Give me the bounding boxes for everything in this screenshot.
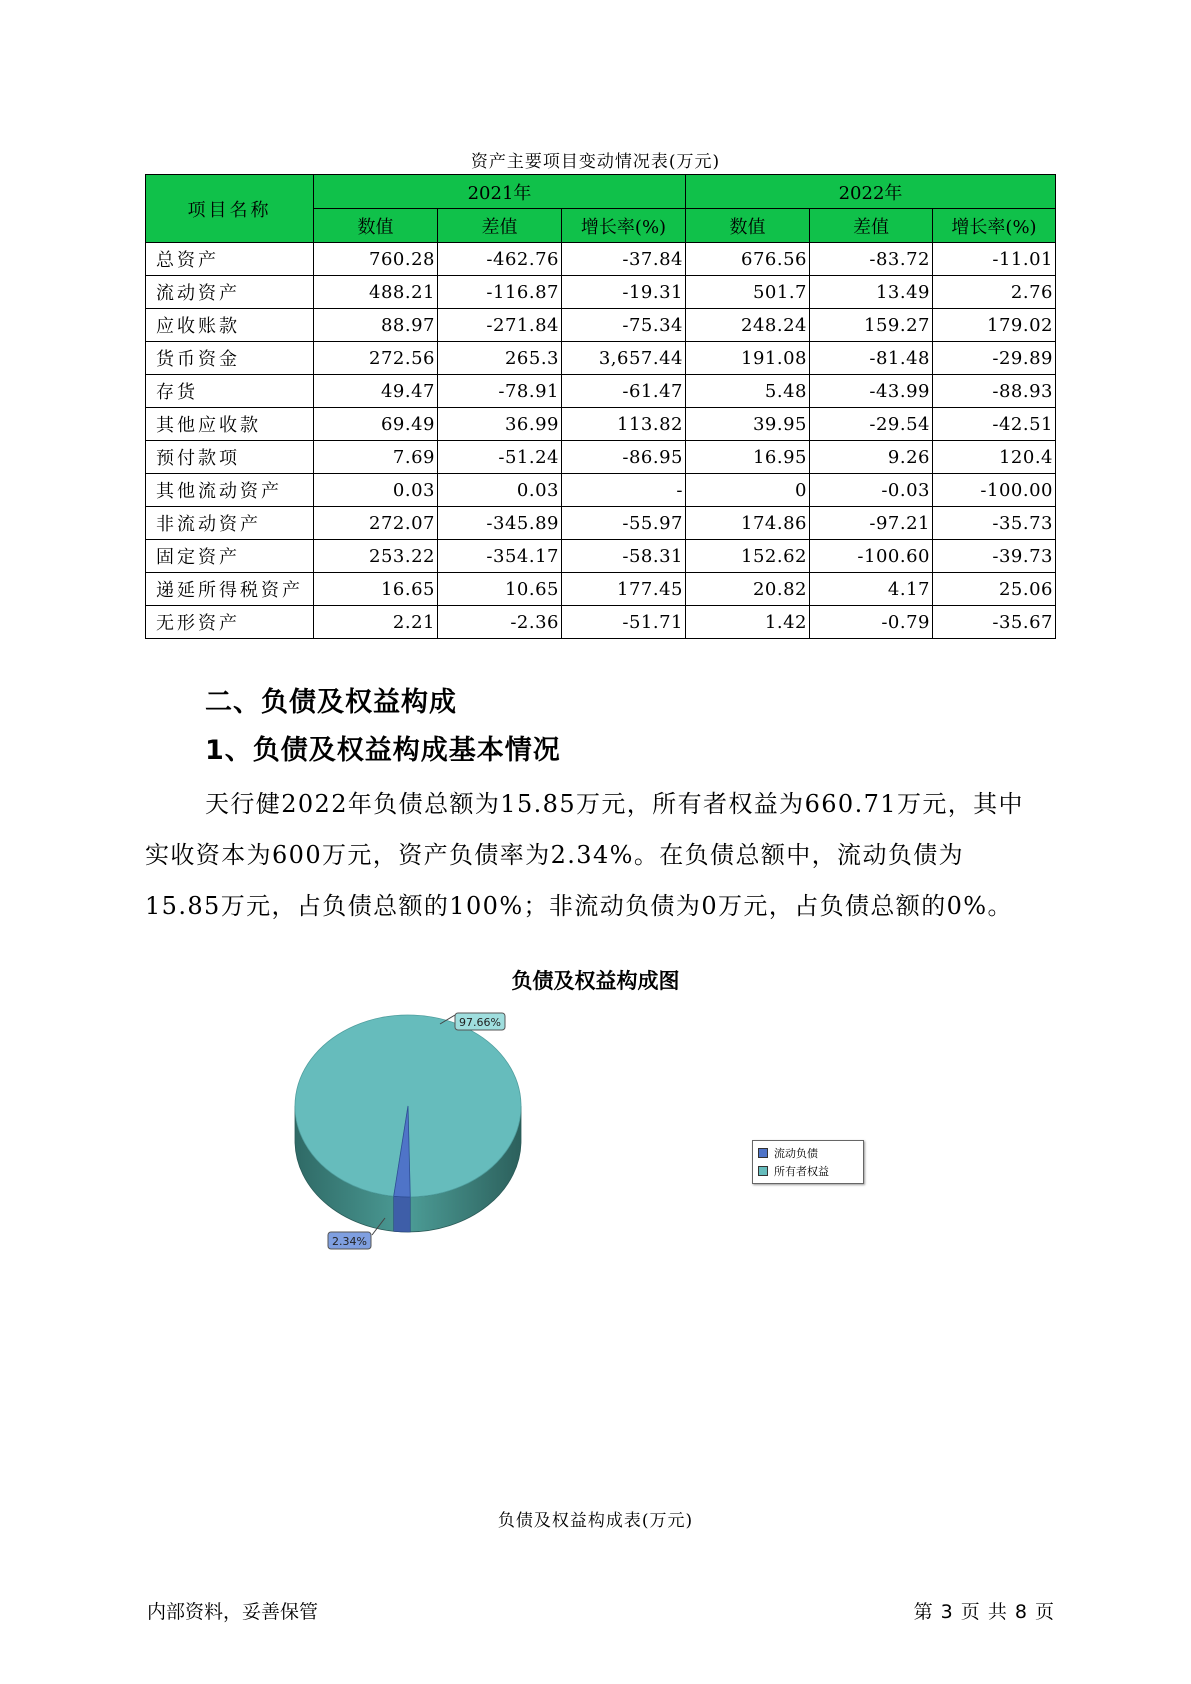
legend-item xyxy=(758,1144,858,1162)
table-cell: 2.76 xyxy=(933,276,1056,309)
table-cell: -271.84 xyxy=(438,309,562,342)
chart-legend xyxy=(752,1140,864,1184)
table-cell: 39.95 xyxy=(686,408,810,441)
pie-chart xyxy=(290,1010,670,1300)
table-caption: 资产主要项目变动情况表(万元) xyxy=(470,152,721,172)
table-row xyxy=(146,309,1056,342)
header-year-2022: 2022年 xyxy=(686,175,1056,209)
table-cell: 36.99 xyxy=(438,408,562,441)
legend-swatch-equity xyxy=(758,1166,768,1176)
table-cell: 25.06 xyxy=(933,573,1056,606)
table-row xyxy=(146,573,1056,606)
table-cell: 49.47 xyxy=(314,375,438,408)
table-cell: 152.62 xyxy=(686,540,810,573)
bottom-caption: 负债及权益构成表(万元) xyxy=(497,1511,694,1531)
table-cell: 179.02 xyxy=(933,309,1056,342)
row-label: 货币资金 xyxy=(146,342,314,375)
table-cell: -58.31 xyxy=(562,540,686,573)
table-cell: 0.03 xyxy=(314,474,438,507)
table-cell: 2.21 xyxy=(314,606,438,639)
footer-left: 内部资料，妥善保管 xyxy=(147,1601,319,1623)
table-cell: -35.67 xyxy=(933,606,1056,639)
header-year-2021: 2021年 xyxy=(314,175,686,209)
table-body xyxy=(146,243,1056,639)
table-cell: -462.76 xyxy=(438,243,562,276)
table-cell: 4.17 xyxy=(810,573,933,606)
table-cell: -19.31 xyxy=(562,276,686,309)
table-cell: -0.03 xyxy=(810,474,933,507)
table-row xyxy=(146,606,1056,639)
subheader-growth-2021: 增长率(%) xyxy=(562,209,686,243)
row-label: 其他流动资产 xyxy=(146,474,314,507)
table-row xyxy=(146,342,1056,375)
table-cell: 265.3 xyxy=(438,342,562,375)
paragraph-line: 天行健2022年负债总额为15.85万元，所有者权益为660.71万元，其中 xyxy=(205,790,1024,818)
legend-item xyxy=(758,1162,858,1180)
subheader-diff-2021: 差值 xyxy=(438,209,562,243)
paragraph-line: 15.85万元，占负债总额的100%；非流动负债为0万元，占负债总额的0%。 xyxy=(145,892,1013,920)
row-label: 预付款项 xyxy=(146,441,314,474)
table-cell: -42.51 xyxy=(933,408,1056,441)
table-cell: -11.01 xyxy=(933,243,1056,276)
table-cell: -29.89 xyxy=(933,342,1056,375)
table-cell: 9.26 xyxy=(810,441,933,474)
table-cell: 0 xyxy=(686,474,810,507)
table-cell: 501.7 xyxy=(686,276,810,309)
table-cell: - xyxy=(562,474,686,507)
table-cell: -354.17 xyxy=(438,540,562,573)
table-cell: -116.87 xyxy=(438,276,562,309)
table-cell: -75.34 xyxy=(562,309,686,342)
table-row xyxy=(146,441,1056,474)
table-cell: -83.72 xyxy=(810,243,933,276)
pie-slice-side-liability xyxy=(394,1196,411,1232)
legend-swatch-liability xyxy=(758,1148,768,1158)
table-cell: 20.82 xyxy=(686,573,810,606)
table-row xyxy=(146,375,1056,408)
row-label: 存货 xyxy=(146,375,314,408)
table-row xyxy=(146,276,1056,309)
row-label: 其他应收款 xyxy=(146,408,314,441)
table-cell: 16.65 xyxy=(314,573,438,606)
table-cell: 253.22 xyxy=(314,540,438,573)
table-cell: -0.79 xyxy=(810,606,933,639)
table-cell: 760.28 xyxy=(314,243,438,276)
table-row xyxy=(146,507,1056,540)
table-cell: -39.73 xyxy=(933,540,1056,573)
table-cell: 191.08 xyxy=(686,342,810,375)
table-cell: -81.48 xyxy=(810,342,933,375)
table-cell: 69.49 xyxy=(314,408,438,441)
pie-group xyxy=(295,1013,521,1249)
subheader-value-2021: 数值 xyxy=(314,209,438,243)
chart-title: 负债及权益构成图 xyxy=(511,969,680,993)
table-cell: 272.56 xyxy=(314,342,438,375)
table-cell: 159.27 xyxy=(810,309,933,342)
table-cell: -51.24 xyxy=(438,441,562,474)
row-label: 固定资产 xyxy=(146,540,314,573)
table-cell: 177.45 xyxy=(562,573,686,606)
table-cell: -345.89 xyxy=(438,507,562,540)
subheader-diff-2022: 差值 xyxy=(810,209,933,243)
table-cell: 5.48 xyxy=(686,375,810,408)
table-cell: -100.00 xyxy=(933,474,1056,507)
table-cell: 0.03 xyxy=(438,474,562,507)
table-cell: -35.73 xyxy=(933,507,1056,540)
asset-changes-table xyxy=(145,174,1056,639)
row-label: 递延所得税资产 xyxy=(146,573,314,606)
legend-label: 所有者权益 xyxy=(774,1165,829,1178)
table-cell: -55.97 xyxy=(562,507,686,540)
table-cell: 488.21 xyxy=(314,276,438,309)
table-cell: -61.47 xyxy=(562,375,686,408)
section-title: 二、负债及权益构成 xyxy=(205,687,457,718)
paragraph-line: 实收资本为600万元，资产负债率为2.34%。在负债总额中，流动负债为 xyxy=(145,841,965,869)
table-cell: -97.21 xyxy=(810,507,933,540)
table-cell: -37.84 xyxy=(562,243,686,276)
table-cell: -43.99 xyxy=(810,375,933,408)
subheader-growth-2022: 增长率(%) xyxy=(933,209,1056,243)
row-label: 流动资产 xyxy=(146,276,314,309)
row-label: 非流动资产 xyxy=(146,507,314,540)
table-row xyxy=(146,474,1056,507)
svg-text:97.66%: 97.66% xyxy=(459,1016,501,1029)
body-paragraph xyxy=(145,779,1065,932)
table-cell: 88.97 xyxy=(314,309,438,342)
table-cell: -78.91 xyxy=(438,375,562,408)
table-cell: 272.07 xyxy=(314,507,438,540)
row-label: 总资产 xyxy=(146,243,314,276)
table-cell: -88.93 xyxy=(933,375,1056,408)
subheader-value-2022: 数值 xyxy=(686,209,810,243)
table-cell: 16.95 xyxy=(686,441,810,474)
table-row xyxy=(146,540,1056,573)
table-cell: 7.69 xyxy=(314,441,438,474)
table-cell: 1.42 xyxy=(686,606,810,639)
table-cell: 248.24 xyxy=(686,309,810,342)
table-cell: 13.49 xyxy=(810,276,933,309)
row-label: 无形资产 xyxy=(146,606,314,639)
table-cell: -2.36 xyxy=(438,606,562,639)
row-label: 应收账款 xyxy=(146,309,314,342)
data-label-liability xyxy=(328,1232,371,1249)
table-cell: 10.65 xyxy=(438,573,562,606)
table-row xyxy=(146,408,1056,441)
table-cell: 3,657.44 xyxy=(562,342,686,375)
subsection-title: 1、负债及权益构成基本情况 xyxy=(205,735,561,766)
footer-page-number: 第 3 页 共 8 页 xyxy=(913,1601,1055,1623)
table-cell: -100.60 xyxy=(810,540,933,573)
table-cell: -51.71 xyxy=(562,606,686,639)
table-row xyxy=(146,243,1056,276)
table-cell: -29.54 xyxy=(810,408,933,441)
table-cell: -86.95 xyxy=(562,441,686,474)
table-cell: 676.56 xyxy=(686,243,810,276)
svg-text:2.34%: 2.34% xyxy=(332,1235,367,1248)
table-cell: 174.86 xyxy=(686,507,810,540)
table-cell: 113.82 xyxy=(562,408,686,441)
data-label-equity xyxy=(455,1013,505,1030)
header-item-name: 项目名称 xyxy=(146,175,314,243)
legend-label: 流动负债 xyxy=(774,1147,818,1160)
table-cell: 120.4 xyxy=(933,441,1056,474)
